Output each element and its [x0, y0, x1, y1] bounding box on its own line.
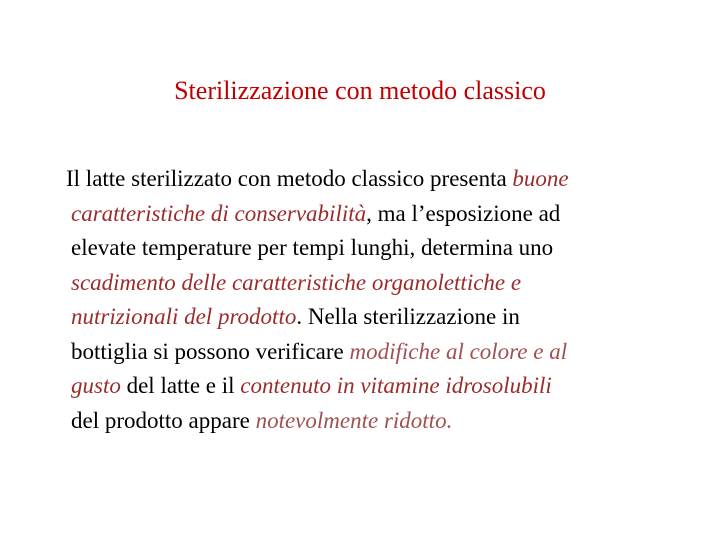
paragraph-line-4: [0, 266, 720, 301]
highlighted-phrase: gusto: [71, 373, 121, 398]
paragraph-line-8: [0, 404, 720, 439]
highlighted-phrase: buone: [512, 166, 569, 191]
text-segment: elevate temperature per tempi lunghi, determina uno: [71, 235, 554, 260]
text-segment: , ma l’esposizione ad: [366, 200, 561, 226]
highlighted-phrase: nutrizionali del prodotto: [71, 304, 297, 329]
text-segment: bottiglia si possono verificare: [71, 338, 350, 364]
text-segment: del latte e il: [120, 373, 241, 398]
paragraph-line-3: [0, 231, 720, 266]
paragraph-line-2: [0, 197, 720, 232]
text-segment: Il latte sterilizzato con metodo classico presenta: [66, 166, 513, 191]
highlighted-phrase: caratteristiche di conservabilità: [71, 200, 367, 226]
paragraph-line-7: [0, 369, 720, 404]
text-segment: . Nella sterilizzazione in: [296, 304, 520, 329]
paragraph-line-1: [0, 162, 720, 197]
highlighted-phrase: notevolmente ridotto.: [255, 407, 453, 433]
slide-title: Sterilizzazione con metodo classico: [174, 76, 546, 105]
highlighted-phrase: contenuto in vitamine idrosolubili: [240, 373, 552, 398]
paragraph-line-5: [0, 300, 720, 335]
highlighted-phrase: scadimento delle caratteristiche organolettiche e: [71, 269, 522, 295]
text-segment: del prodotto appare: [71, 407, 256, 433]
paragraph-line-6: [0, 335, 720, 370]
slide-body-paragraph: [0, 162, 720, 438]
highlighted-phrase: modifiche al colore e al: [349, 338, 568, 364]
